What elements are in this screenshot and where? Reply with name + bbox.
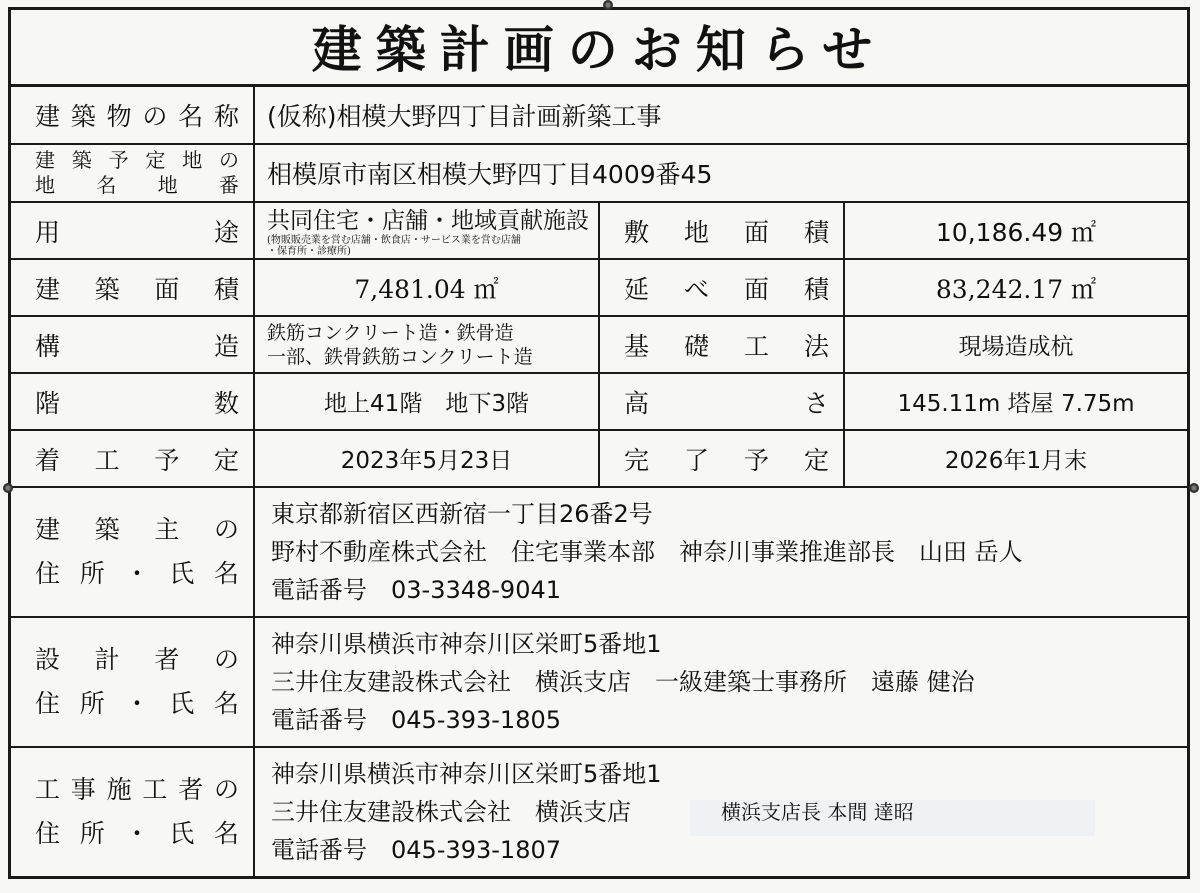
contractor-phone: 電話番号 045-393-1807 <box>271 836 562 864</box>
label-char: 定 <box>803 445 829 475</box>
label-char: 者 <box>154 645 180 674</box>
label-char: 地 <box>157 173 178 197</box>
label-contractor <box>11 748 253 876</box>
label-char: 面 <box>743 274 769 304</box>
label-char: 構 <box>35 331 61 361</box>
label-char: 計 <box>94 645 120 674</box>
label-char: さ <box>803 388 829 418</box>
use-note-1: (物販販売業を営む店舗・飲食店・サービス業を営む店舗 <box>267 235 521 246</box>
label-char: 延 <box>624 274 650 304</box>
label-char: 住 <box>35 689 61 718</box>
label-char: 築 <box>70 102 96 131</box>
label-char: 積 <box>803 274 829 304</box>
structure-cell <box>255 317 598 372</box>
label-char: 番 <box>218 173 239 197</box>
label-char: 高 <box>624 388 650 418</box>
structure-line-1: 鉄筋コンクリート造・鉄骨造 <box>267 321 514 344</box>
label-char: 所 <box>79 559 105 588</box>
completion-value: 2026年1月末 <box>944 448 1088 474</box>
label-char: 了 <box>683 445 709 475</box>
label-char: 建 <box>35 148 55 172</box>
label-char: 工 <box>94 445 120 475</box>
label-owner <box>11 488 253 616</box>
label-char: 住 <box>35 559 61 588</box>
designer-address: 神奈川県横浜市神奈川区栄町5番地1 <box>271 630 662 658</box>
label-char: の <box>213 645 239 674</box>
label-char: 事 <box>70 775 96 804</box>
label-char: 予 <box>108 148 129 172</box>
contractor-address: 神奈川県横浜市神奈川区栄町5番地1 <box>271 760 662 788</box>
label-char: 氏 <box>169 559 195 588</box>
label-char: 称 <box>213 102 239 131</box>
screw-icon <box>603 0 613 10</box>
start-value: 2023年5月23日 <box>340 448 513 474</box>
label-char: 着 <box>35 445 61 475</box>
label-char: 建 <box>35 515 61 544</box>
designer-cell <box>255 618 1187 746</box>
label-char: 用 <box>35 217 61 247</box>
label-use <box>11 203 253 258</box>
label-char: 者 <box>178 775 204 804</box>
label-char: 工 <box>142 775 168 804</box>
label-char: 基 <box>624 331 650 361</box>
label-char: の <box>213 515 239 544</box>
use-note-2: ・保育所・診療所) <box>267 246 351 257</box>
label-char: 設 <box>35 645 61 674</box>
label-char: 地 <box>182 148 203 172</box>
label-char: 積 <box>213 274 239 304</box>
label-char: 予 <box>154 445 180 475</box>
label-total-floor-area <box>600 260 843 315</box>
designer-phone: 電話番号 045-393-1805 <box>271 706 562 734</box>
label-char: 所 <box>79 689 105 718</box>
designer-name: 三井住友建設株式会社 横浜支店 一級建築士事務所 遠藤 健治 <box>271 668 975 696</box>
label-designer <box>11 618 253 746</box>
height-value: 145.11m 塔屋 7.75m <box>897 391 1135 417</box>
label-char: 名 <box>213 689 239 718</box>
label-char: 法 <box>803 331 829 361</box>
frame-right <box>1187 7 1190 879</box>
label-char: の <box>213 775 239 804</box>
label-char: 主 <box>154 515 180 544</box>
label-char: 建 <box>35 274 61 304</box>
screw-icon <box>3 483 13 493</box>
label-building-name <box>11 87 253 143</box>
label-char: 地 <box>35 173 55 197</box>
building-area-value: 7,481.04 ㎡ <box>354 274 499 304</box>
label-structure <box>11 317 253 372</box>
foundation-value: 現場造成杭 <box>958 334 1074 360</box>
floors-value: 地上41階 地下3階 <box>324 391 529 417</box>
owner-phone: 電話番号 03-3348-9041 <box>271 576 562 604</box>
label-char: 施 <box>106 775 132 804</box>
label-floors <box>11 374 253 429</box>
label-char: 階 <box>35 388 61 418</box>
building-name-value: (仮称)相模大野四丁目計画新築工事 <box>267 102 662 131</box>
label-char: 氏 <box>169 689 195 718</box>
label-site-area <box>600 203 843 258</box>
label-char: 工 <box>743 331 769 361</box>
label-char: 工 <box>35 775 61 804</box>
label-char: 面 <box>154 274 180 304</box>
label-char: 敷 <box>624 217 650 247</box>
site-address-value: 相模原市南区相模大野四丁目4009番45 <box>267 160 713 189</box>
label-char: 建 <box>35 102 61 131</box>
label-foundation <box>600 317 843 372</box>
label-char: 築 <box>94 515 120 544</box>
label-char: 所 <box>79 819 105 848</box>
contractor-manager: 横浜支店長 本間 達昭 <box>721 800 914 824</box>
label-char: 築 <box>71 148 92 172</box>
label-char: 氏 <box>169 819 195 848</box>
contractor-name: 三井住友建設株式会社 横浜支店 <box>271 798 631 826</box>
label-char: の <box>142 102 168 131</box>
label-char: 礎 <box>683 331 709 361</box>
label-char: 完 <box>624 445 650 475</box>
contractor-name-row <box>271 793 914 831</box>
owner-cell <box>255 488 1187 616</box>
label-char: 途 <box>213 217 239 247</box>
label-char: 名 <box>178 102 204 131</box>
label-char: ・ <box>124 559 150 588</box>
label-char: 造 <box>213 331 239 361</box>
label-char: 物 <box>106 102 132 131</box>
site-area-value: 10,186.49 ㎡ <box>935 217 1097 247</box>
label-char: 面 <box>743 217 769 247</box>
label-building-area <box>11 260 253 315</box>
owner-name: 野村不動産株式会社 住宅事業本部 神奈川事業推進部長 山田 岳人 <box>271 538 1023 566</box>
label-site-address <box>11 145 253 201</box>
structure-line-2: 一部、鉄骨鉄筋コンクリート造 <box>267 345 533 368</box>
label-char: の <box>218 148 239 172</box>
label-char: 定 <box>145 148 166 172</box>
screw-icon <box>1189 483 1199 493</box>
label-char: 定 <box>213 445 239 475</box>
label-char: 数 <box>213 388 239 418</box>
total-floor-area-value: 83,242.17 ㎡ <box>935 274 1097 304</box>
label-char: 築 <box>94 274 120 304</box>
label-char: 名 <box>96 173 117 197</box>
label-height <box>600 374 843 429</box>
label-start <box>11 431 253 486</box>
use-value: 共同住宅・店舗・地域貢献施設 <box>267 208 589 234</box>
label-completion <box>600 431 843 486</box>
label-char: 地 <box>683 217 709 247</box>
use-cell <box>255 203 598 258</box>
label-char: 住 <box>35 819 61 848</box>
label-char: 名 <box>213 559 239 588</box>
label-char: 名 <box>213 819 239 848</box>
contractor-cell <box>255 748 1187 876</box>
label-char: 積 <box>803 217 829 247</box>
label-char: ・ <box>124 689 150 718</box>
label-char: ・ <box>124 819 150 848</box>
label-char: べ <box>683 274 709 304</box>
owner-address: 東京都新宿区西新宿一丁目26番2号 <box>271 500 653 528</box>
page-title: 建築計画のお知らせ <box>311 21 887 79</box>
rule <box>8 876 1190 879</box>
label-char: 予 <box>743 445 769 475</box>
